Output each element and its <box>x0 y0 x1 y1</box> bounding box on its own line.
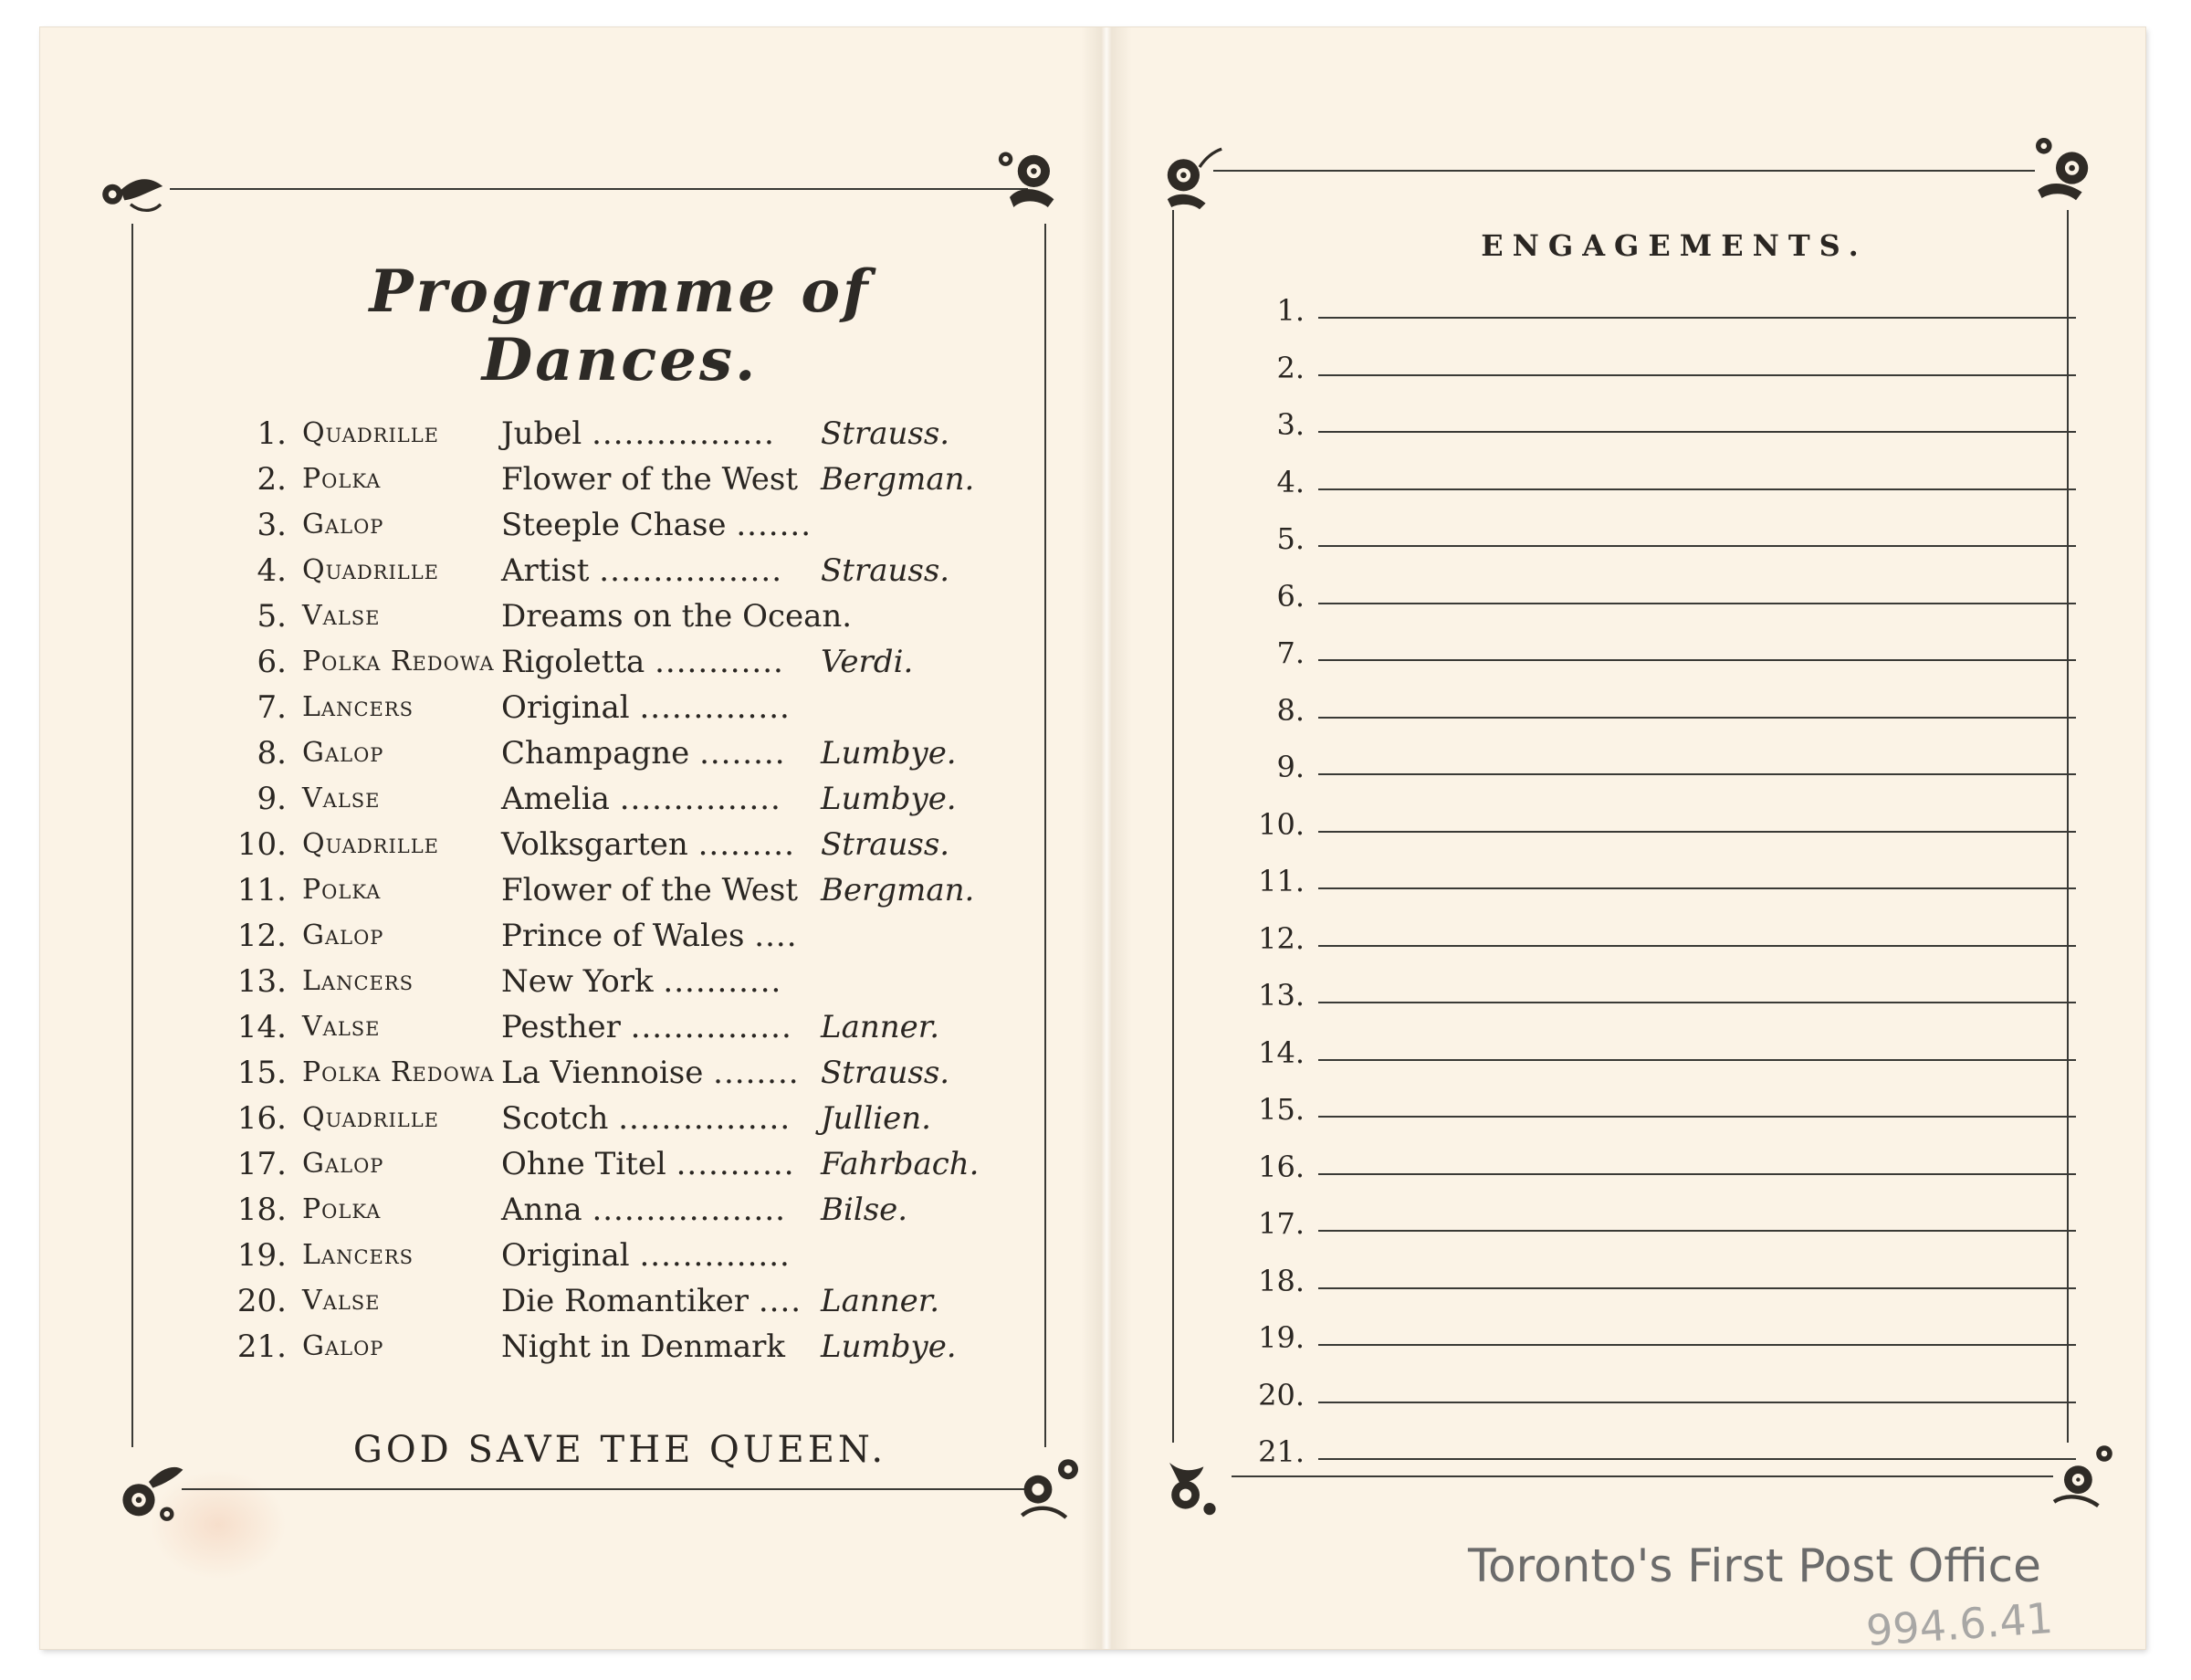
dance-number: 11. <box>236 872 287 908</box>
dance-number: 2. <box>257 461 287 498</box>
dance-type: Lancers <box>302 965 414 997</box>
dance-tune <box>501 593 852 639</box>
dance-tune <box>501 457 798 502</box>
engagement-blank-line <box>1318 887 2076 889</box>
dance-number: 8. <box>257 735 287 772</box>
engagement-number: 14. <box>1258 1034 1305 1070</box>
tune-title: Night in Denmark <box>501 1328 785 1365</box>
dance-type: Polka <box>302 463 382 495</box>
engagement-number: 9. <box>1276 750 1305 784</box>
leader-dots: ............ <box>655 644 784 680</box>
dance-number: 17. <box>236 1146 287 1182</box>
engagement-number: 15. <box>1258 1092 1305 1127</box>
leader-dots: ............... <box>619 781 781 817</box>
engagement-row <box>1227 1429 2094 1475</box>
dance-number: 16. <box>236 1100 287 1137</box>
tune-title: Jubel <box>501 415 582 452</box>
engagement-blank-line <box>1318 1458 2076 1460</box>
engagement-row <box>1227 858 2094 904</box>
dance-tune <box>501 730 786 776</box>
engagement-blank-line <box>1318 545 2076 547</box>
dance-type: Quadrille <box>302 828 439 860</box>
dance-type: Lancers <box>302 1239 414 1271</box>
engagement-number: 11. <box>1258 864 1305 898</box>
engagement-row <box>1227 1372 2094 1418</box>
engagement-blank-line <box>1318 1287 2076 1289</box>
engagement-blank-line <box>1318 1116 2076 1118</box>
engagement-number: 18. <box>1258 1263 1305 1298</box>
engagement-number: 8. <box>1276 692 1305 728</box>
engagement-row <box>1227 688 2094 733</box>
dance-tune <box>501 1233 791 1278</box>
dance-type: Quadrille <box>302 554 439 586</box>
dance-number: 14. <box>236 1009 287 1045</box>
tune-title: Ohne Titel <box>501 1146 666 1182</box>
dance-number: 7. <box>257 689 287 726</box>
leader-dots: ....... <box>736 507 812 543</box>
dance-type: Galop <box>302 509 384 541</box>
dance-type: Galop <box>302 919 384 951</box>
dance-tune <box>501 822 795 867</box>
leader-dots: ................ <box>618 1100 791 1137</box>
engagement-row <box>1227 573 2094 619</box>
dance-number: 21. <box>236 1328 287 1365</box>
dance-type: Galop <box>302 737 384 769</box>
tune-title: Dreams on the Ocean. <box>501 598 853 635</box>
left-frame-right <box>1044 224 1046 1447</box>
leader-dots: ........ <box>713 1055 800 1091</box>
dance-type: Valse <box>302 1285 381 1317</box>
leader-dots: .............. <box>639 1237 791 1274</box>
engagement-row <box>1227 1030 2094 1076</box>
dance-tune <box>501 776 781 822</box>
engagement-number: 2. <box>1276 350 1305 385</box>
engagement-row <box>1227 345 2094 391</box>
dance-number: 15. <box>236 1055 287 1091</box>
rose-ornament-icon <box>1149 137 1230 217</box>
dance-tune <box>501 411 775 457</box>
engagement-number: 17. <box>1258 1206 1305 1241</box>
leader-dots: ............... <box>630 1009 792 1045</box>
dance-tune <box>501 548 782 593</box>
engagement-blank-line <box>1318 659 2076 661</box>
engagement-row <box>1227 459 2094 505</box>
dance-tune <box>501 685 791 730</box>
dance-tune <box>501 639 784 685</box>
dance-type: Polka Redowa <box>302 646 495 677</box>
engagement-blank-line <box>1318 1344 2076 1346</box>
engagement-number: 21. <box>1258 1434 1305 1469</box>
dance-tune <box>501 1004 792 1050</box>
leader-dots: ........... <box>663 963 782 1000</box>
watermark: Toronto's First Post Office <box>1468 1539 2041 1592</box>
leader-dots: .................. <box>592 1192 786 1228</box>
rose-ornament-icon <box>109 1452 189 1532</box>
engagement-row <box>1227 1087 2094 1132</box>
dance-number: 4. <box>257 552 287 589</box>
engagement-row <box>1227 516 2094 562</box>
engagement-row <box>1227 1258 2094 1304</box>
tune-title: Flower of the West <box>501 461 798 498</box>
dance-type: Galop <box>302 1148 384 1180</box>
leader-dots: ................. <box>592 415 775 452</box>
engagement-number: 6. <box>1276 578 1305 614</box>
dance-tune <box>501 1096 791 1141</box>
engagement-blank-line <box>1318 1402 2076 1403</box>
engagement-blank-line <box>1318 1173 2076 1175</box>
dance-number: 9. <box>257 781 287 817</box>
tune-title: Anna <box>501 1192 582 1228</box>
rose-ornament-icon <box>2026 128 2106 208</box>
dance-tune <box>501 1187 786 1233</box>
leader-dots: ................. <box>599 552 783 589</box>
tune-title: Artist <box>501 552 590 589</box>
dance-type: Polka Redowa <box>302 1056 495 1088</box>
engagement-blank-line <box>1318 831 2076 833</box>
dance-number: 18. <box>236 1192 287 1228</box>
dance-tune <box>501 502 812 548</box>
engagement-number: 16. <box>1258 1149 1305 1184</box>
engagement-number: 10. <box>1258 806 1305 842</box>
dance-tune <box>501 1278 802 1324</box>
rose-ornament-icon <box>1008 1447 1088 1528</box>
engagement-blank-line <box>1318 945 2076 947</box>
right-frame-bottom <box>1232 1475 2053 1477</box>
engagement-row <box>1227 916 2094 961</box>
dance-number: 1. <box>257 415 287 452</box>
engagement-blank-line <box>1318 488 2076 490</box>
engagement-blank-line <box>1318 1230 2076 1232</box>
tune-title: Scotch <box>501 1100 609 1137</box>
dance-type: Quadrille <box>302 1102 439 1134</box>
tune-title: Champagne <box>501 735 690 772</box>
dance-number: 3. <box>257 507 287 543</box>
right-frame-left <box>1172 210 1174 1443</box>
rose-ornament-icon <box>1149 1443 1230 1523</box>
engagement-row <box>1227 1315 2094 1360</box>
engagement-number: 19. <box>1258 1320 1305 1355</box>
engagement-blank-line <box>1318 1059 2076 1061</box>
dance-type: Polka <box>302 1193 382 1225</box>
engagement-number: 4. <box>1276 464 1305 499</box>
engagement-row <box>1227 744 2094 790</box>
tune-title: Prince of Wales <box>501 918 745 954</box>
tune-title: Original <box>501 1237 630 1274</box>
tune-title: Pesther <box>501 1009 621 1045</box>
engagements-title: ENGAGEMENTS. <box>1481 228 1868 263</box>
dance-tune <box>501 913 798 959</box>
engagement-row <box>1227 802 2094 847</box>
engagement-row <box>1227 1201 2094 1246</box>
leader-dots: .... <box>754 918 798 954</box>
leader-dots: ........... <box>676 1146 795 1182</box>
engagement-number: 20. <box>1258 1377 1305 1412</box>
tune-title: New York <box>501 963 654 1000</box>
engagement-number: 3. <box>1276 407 1305 442</box>
left-frame-top <box>170 188 1028 190</box>
engagement-row <box>1227 288 2094 333</box>
engagement-number: 12. <box>1258 920 1305 956</box>
dance-tune <box>501 959 781 1004</box>
tune-title: Rigoletta <box>501 644 645 680</box>
dance-tune <box>501 1141 795 1187</box>
leader-dots: ......... <box>697 826 795 863</box>
engagement-number: 1. <box>1276 293 1305 328</box>
engagement-blank-line <box>1318 374 2076 376</box>
tune-title: La Viennoise <box>501 1055 704 1091</box>
tune-title: Die Romantiker <box>501 1283 750 1319</box>
leader-dots: .............. <box>639 689 791 726</box>
dance-number: 5. <box>257 598 287 635</box>
tune-title: Original <box>501 689 630 726</box>
dance-type: Galop <box>302 1330 384 1362</box>
dance-number: 13. <box>236 963 287 1000</box>
engagement-row <box>1227 630 2094 676</box>
tune-title: Flower of the West <box>501 872 798 908</box>
dance-number: 12. <box>236 918 287 954</box>
programme-title: Programme of Dances. <box>369 257 871 394</box>
tune-title: Steeple Chase <box>501 507 727 543</box>
dance-number: 6. <box>257 644 287 680</box>
engagement-row <box>1227 1144 2094 1190</box>
engagement-blank-line <box>1318 773 2076 775</box>
left-frame-bottom <box>182 1488 1049 1490</box>
tune-title: Amelia <box>501 781 610 817</box>
right-frame-top <box>1213 170 2035 172</box>
leader-dots: .... <box>758 1283 802 1319</box>
dance-number: 10. <box>236 826 287 863</box>
dance-type: Polka <box>302 874 382 906</box>
dance-tune <box>501 867 798 913</box>
dance-number: 20. <box>236 1283 287 1319</box>
dance-type: Valse <box>302 600 381 632</box>
dance-tune <box>501 1050 800 1096</box>
dance-card: Programme of Dances. 1. Quadrille Jubel ................. Strauss. 2. Polka Flower of the West Bergman. 3. Galop Steeple Chase ....... 4. Quadrille Artist ................. Strauss. 5. Valse Dreams on the Ocean. 6. Polka Redowa Rigoletta ............ Verdi. 7. Lancers Original .............. 8. Galop Champagne ........ Lumbye. 9. Valse Amelia ............... Lumbye. 10. Quadrille Volksgarten ......... Strauss. 11. Polka Flower of the West Bergman. 12. Galop Prince of Wales .... 13. Lancers New York ........... 14. Valse Pesther ............... Lanner. 15. Polka Redowa La Viennoise ........ Strauss. 16. Quadrille Scotch ................ Jullien. 17. Galop Ohne Titel ........... Fahrbach. 18. Polka Anna .................. Bilse. 19. Lancers Original .............. 20. Valse Die Romantiker .... Lanner. 21. Galop Night in Denmark Lumbye. GOD SAVE THE QUEEN. ENGAGEMENTS. 1. 2. 3. 4. 5. 6. 7. 8. 9. 10. 11. 12. 13. 14. 15. 16. 17. 18. 19. 20. 21. 994.6.41 <box>40 27 2145 1649</box>
dance-type: Quadrille <box>302 417 439 449</box>
dance-number: 19. <box>236 1237 287 1274</box>
center-fold <box>1081 27 1132 1649</box>
left-frame-left <box>131 224 133 1447</box>
engagement-number: 5. <box>1276 521 1305 556</box>
engagement-blank-line <box>1318 717 2076 719</box>
dance-type: Lancers <box>302 691 414 723</box>
dance-tune <box>501 1324 785 1370</box>
dance-type: Valse <box>302 782 381 814</box>
rose-ornament-icon <box>90 146 171 226</box>
engagement-blank-line <box>1318 1002 2076 1003</box>
catalog-number: 994.6.41 <box>1864 1592 2055 1656</box>
tune-title: Volksgarten <box>501 826 688 863</box>
engagement-number: 13. <box>1258 978 1305 1013</box>
engagement-row <box>1227 402 2094 447</box>
engagement-row <box>1227 972 2094 1018</box>
engagement-number: 7. <box>1276 635 1305 670</box>
dance-type: Valse <box>302 1011 381 1043</box>
leader-dots: ........ <box>699 735 786 772</box>
rose-ornament-icon <box>990 137 1070 217</box>
closing-anthem: GOD SAVE THE QUEEN. <box>352 1429 887 1471</box>
engagement-blank-line <box>1318 431 2076 433</box>
engagement-blank-line <box>1318 603 2076 604</box>
engagement-blank-line <box>1318 317 2076 319</box>
